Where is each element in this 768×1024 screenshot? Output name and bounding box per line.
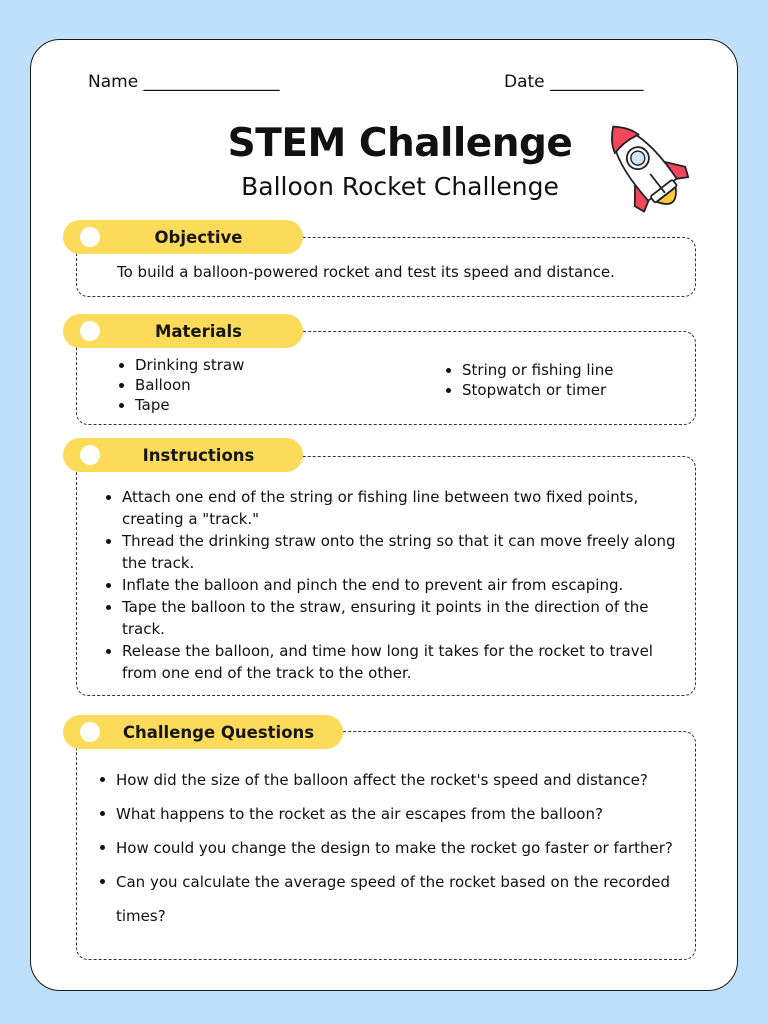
bullet-dot-icon bbox=[80, 445, 100, 465]
materials-heading bbox=[63, 314, 303, 348]
materials-list-left bbox=[117, 355, 244, 415]
list-item: Stopwatch or timer bbox=[444, 380, 613, 400]
instructions-heading bbox=[63, 438, 303, 472]
list-item: Attach one end of the string or fishing line between two fixed points, creating a "track." bbox=[104, 486, 684, 530]
page-title: STEM Challenge bbox=[227, 121, 573, 166]
objective-heading bbox=[63, 220, 303, 254]
challenge-questions-heading bbox=[63, 715, 343, 749]
bullet-dot-icon bbox=[80, 722, 100, 742]
instructions-list bbox=[104, 486, 684, 684]
list-item: Can you calculate the average speed of the rocket based on the recorded times? bbox=[98, 865, 688, 933]
list-item: How did the size of the balloon affect the rocket's speed and distance? bbox=[98, 763, 688, 797]
list-item: Tape bbox=[117, 395, 244, 415]
bullet-dot-icon bbox=[80, 227, 100, 247]
list-item: Thread the drinking straw onto the string so that it can move freely along the track. bbox=[104, 530, 684, 574]
challenge-questions-heading-label: Challenge Questions bbox=[122, 722, 315, 742]
list-item: What happens to the rocket as the air escapes from the balloon? bbox=[98, 797, 688, 831]
list-item: How could you change the design to make the rocket go faster or farther? bbox=[98, 831, 688, 865]
list-item: Balloon bbox=[117, 375, 244, 395]
list-item: Release the balloon, and time how long it takes for the rocket to travel from one end of the track to the other. bbox=[104, 640, 684, 684]
bullet-dot-icon bbox=[80, 321, 100, 341]
name-field[interactable]: Name ________________ bbox=[88, 72, 280, 92]
materials-list-right bbox=[444, 360, 613, 400]
list-item: Drinking straw bbox=[117, 355, 244, 375]
list-item: String or fishing line bbox=[444, 360, 613, 380]
objective-heading-label: Objective bbox=[154, 227, 243, 247]
rocket-icon bbox=[592, 110, 696, 222]
date-field[interactable]: Date ___________ bbox=[504, 72, 644, 92]
materials-heading-label: Materials bbox=[154, 321, 243, 341]
list-item: Tape the balloon to the straw, ensuring it points in the direction of the track. bbox=[104, 596, 684, 640]
objective-text: To build a balloon-powered rocket and test its speed and distance. bbox=[117, 263, 615, 281]
challenge-questions-list bbox=[98, 763, 688, 933]
page-subtitle: Balloon Rocket Challenge bbox=[241, 172, 559, 201]
list-item: Inflate the balloon and pinch the end to prevent air from escaping. bbox=[104, 574, 684, 596]
instructions-heading-label: Instructions bbox=[142, 445, 255, 465]
